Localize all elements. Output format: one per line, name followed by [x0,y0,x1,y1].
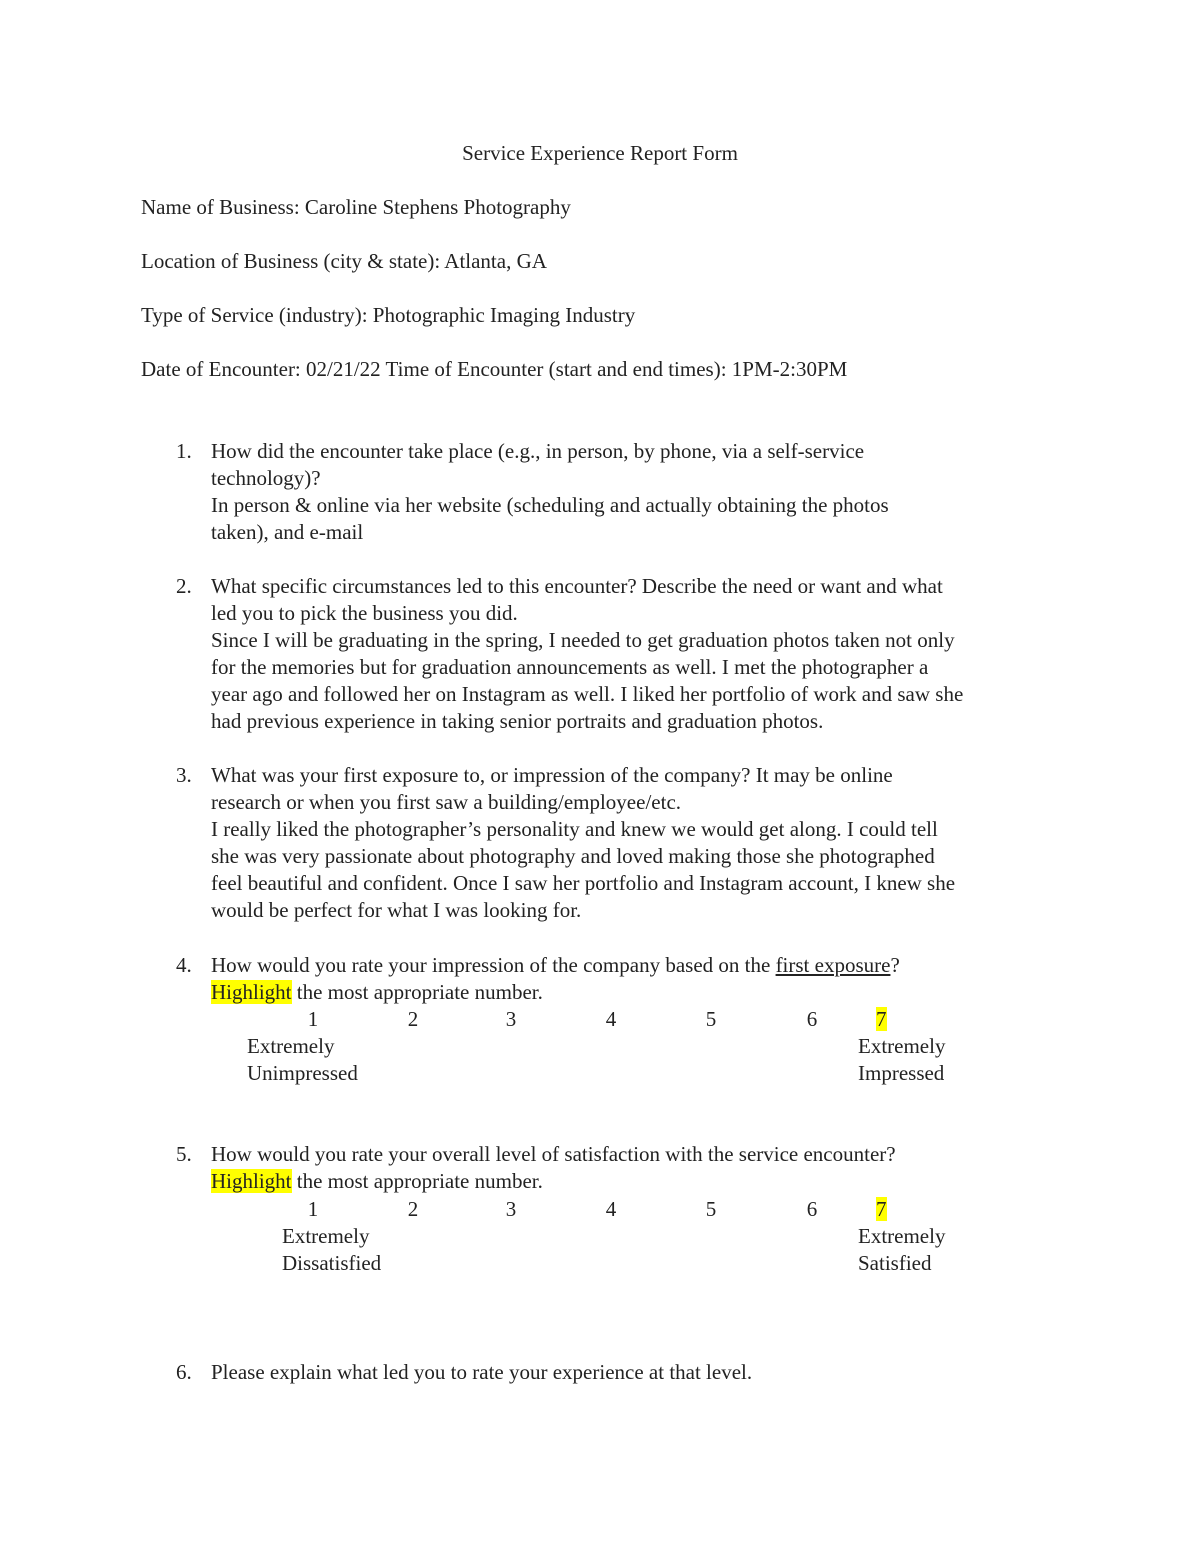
business-location-field: Location of Business (city & state): Atlanta, GA [141,249,547,273]
answer-text-line: would be perfect for what I was looking for. [211,898,582,922]
question-text-line: How would you rate your impression of the company based on the first exposure? [211,953,900,977]
high-anchor-label: Extremely [858,1034,946,1058]
service-type-field: Type of Service (industry): Photographic Imaging Industry [141,303,636,327]
question-number: 1. [176,439,192,463]
answer-text-line: had previous experience in taking senior portraits and graduation photos. [211,709,824,733]
question-body [211,1141,1071,1195]
question-text-line: technology)? [211,466,321,490]
low-anchor-label: Dissatisfied [282,1251,382,1275]
high-anchor-label: Satisfied [858,1251,932,1275]
answer-text-line: taken), and e-mail [211,520,364,544]
scale-option-1[interactable]: 1 [307,1007,319,1031]
scale-option-4[interactable]: 4 [605,1007,617,1031]
underlined-phrase: first exposure [775,953,891,977]
answer-text-line: feel beautiful and confident. Once I saw her portfolio and Instagram account, I knew she [211,871,956,895]
question-text-line: research or when you first saw a building/employee/etc. [211,790,682,814]
scale-option-2[interactable]: 2 [407,1197,419,1221]
answer-text-line: I really liked the photographer’s personality and knew we would get along. I could tell [211,817,938,841]
question-body [211,762,1071,924]
answer-text-line: she was very passionate about photography and loved making those she photographed [211,844,935,868]
scale-option-4[interactable]: 4 [605,1197,617,1221]
low-anchor-label: Extremely [247,1034,335,1058]
answer-text-line: In person & online via her website (scheduling and actually obtaining the photos [211,493,889,517]
question-number: 2. [176,574,192,598]
scale-option-2[interactable]: 2 [407,1007,419,1031]
high-anchor-label: Impressed [858,1061,945,1085]
scale-option-7-selected[interactable]: 7 [876,1197,887,1221]
question-text-line: How did the encounter take place (e.g., in person, by phone, via a self-service [211,439,865,463]
scale-option-5[interactable]: 5 [705,1197,717,1221]
question-body [211,573,1071,735]
question-body [211,952,1071,1006]
question-text-line: What specific circumstances led to this encounter? Describe the need or want and what [211,574,943,598]
scale-option-5[interactable]: 5 [705,1007,717,1031]
question-text-line: How would you rate your overall level of satisfaction with the service encounter? [211,1142,896,1166]
scale-option-3[interactable]: 3 [505,1007,517,1031]
question-number: 4. [176,953,192,977]
question-number: 3. [176,763,192,787]
highlighted-word: Highlight [211,980,292,1004]
instruction-line: Highlight the most appropriate number. [211,980,543,1004]
highlighted-word: Highlight [211,1169,292,1193]
question-text-line: What was your first exposure to, or impression of the company? It may be online [211,763,893,787]
high-anchor-label: Extremely [858,1224,946,1248]
scale-option-3[interactable]: 3 [505,1197,517,1221]
scale-option-6[interactable]: 6 [806,1007,818,1031]
low-anchor-label: Extremely [282,1224,370,1248]
business-name-field: Name of Business: Caroline Stephens Photography [141,195,571,219]
answer-text-line: for the memories but for graduation announcements as well. I met the photographer a [211,655,929,679]
question-body [211,1359,1071,1386]
encounter-date-time-field: Date of Encounter: 02/21/22 Time of Encounter (start and end times): 1PM-2:30PM [141,357,848,381]
low-anchor-label: Unimpressed [247,1061,358,1085]
question-text-line: led you to pick the business you did. [211,601,518,625]
form-title: Service Experience Report Form [462,141,738,165]
question-number: 5. [176,1142,192,1166]
answer-text-line: Since I will be graduating in the spring, I needed to get graduation photos taken not only [211,628,955,652]
question-body [211,438,1071,546]
scale-option-7-selected[interactable]: 7 [876,1007,887,1031]
instruction-line: Highlight the most appropriate number. [211,1169,543,1193]
question-number: 6. [176,1360,192,1384]
question-text-line: Please explain what led you to rate your experience at that level. [211,1360,753,1384]
scale-option-6[interactable]: 6 [806,1197,818,1221]
scale-option-1[interactable]: 1 [307,1197,319,1221]
answer-text-line: year ago and followed her on Instagram as well. I liked her portfolio of work and saw she [211,682,964,706]
